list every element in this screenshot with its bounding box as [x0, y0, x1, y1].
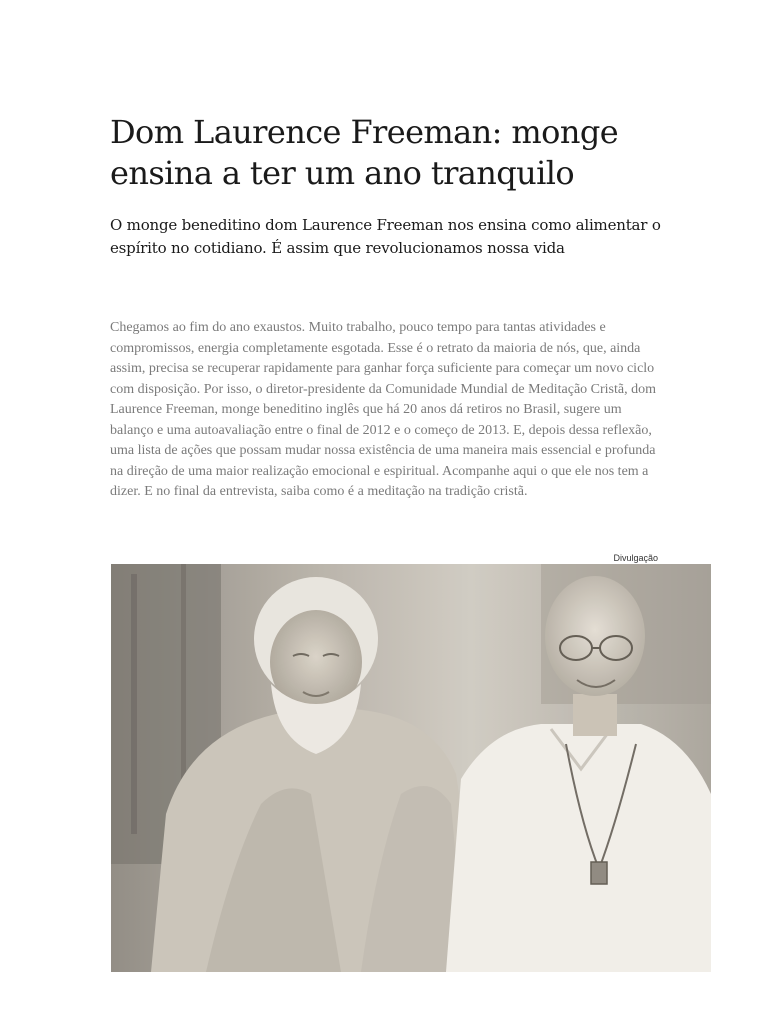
- photo-credit: Divulgação: [613, 553, 658, 563]
- article-body: Chegamos ao fim do ano exaustos. Muito trabalho, pouco tempo para tantas atividades e compromissos, energia completamente esgotada. Esse é o retrato da maioria de nós, que, ainda assim, precisa se recuperar rapidamente para ganhar força suficiente para começar um novo ciclo com disposição. Por isso, o diretor-presidente da Comunidade Mundial de Meditação Cristã, dom Laurence Freeman, monge beneditino inglês que há 20 anos dá retiros no Brasil, sugere um balanço e uma autoavaliação entre o final de 2012 e o começo de 2013. E, depois dessa reflexão, uma lista de ações que possam mudar nossa existência de uma maneira mais essencial e profunda na direção de uma maior realização emocional e espiritual. Acompanhe aqui o que ele nos tem a dizer. E no final da entrevista, saiba como é a meditação na tradição cristã.: [110, 320, 656, 499]
- article-subtitle: O monge beneditino dom Laurence Freeman nos ensina como alimentar o espírito no cotidiano. É assim que revolucionamos nossa vida: [110, 216, 661, 257]
- article-photo: [111, 564, 711, 972]
- article-headline: Dom Laurence Freeman: monge ensina a ter um ano tranquilo: [110, 113, 619, 192]
